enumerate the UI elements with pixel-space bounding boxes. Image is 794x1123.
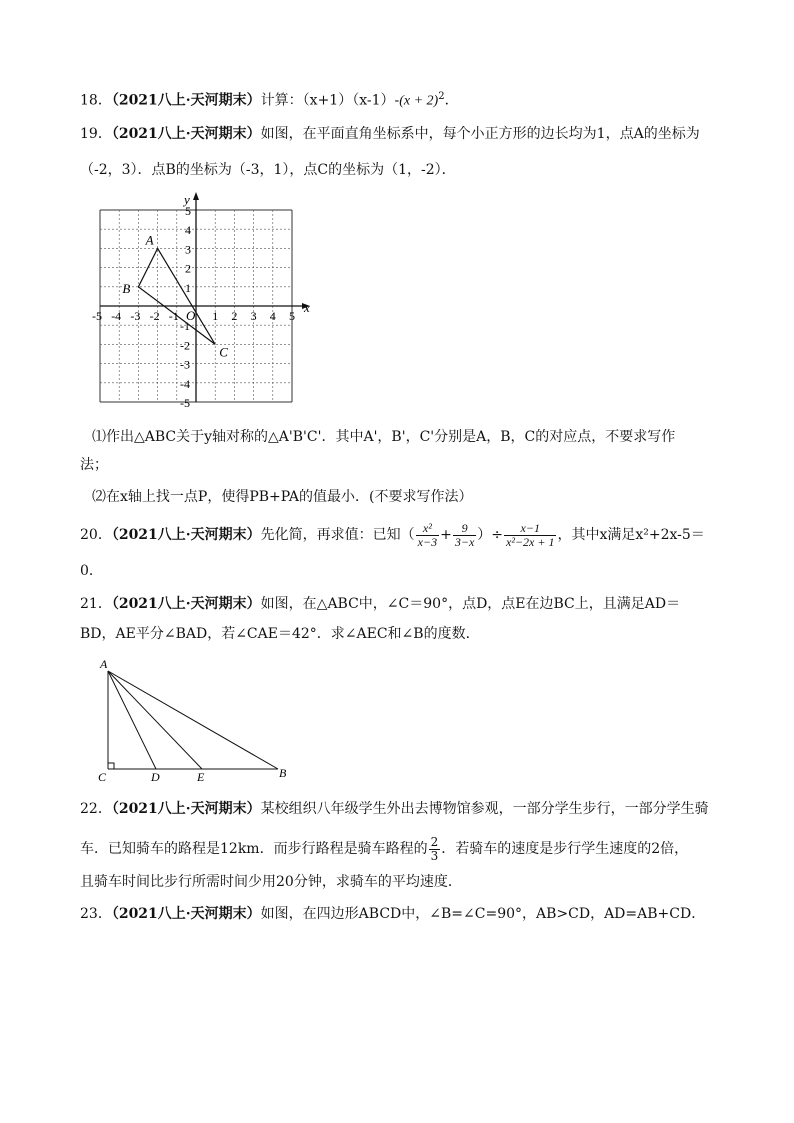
q19-y-axis-label: y xyxy=(184,192,190,207)
x-tick-label: 5 xyxy=(289,309,295,323)
question-23 xyxy=(80,905,705,923)
q21-label-b: B xyxy=(279,766,287,780)
y-tick-label: -4 xyxy=(180,376,190,391)
point-label-c: C xyxy=(219,344,228,360)
q22-line2 xyxy=(80,834,688,864)
q21-label-c: C xyxy=(98,770,107,784)
q22-text3: 且骑车时间比步行所需时间少用20分钟，求骑车的平均速度． xyxy=(80,874,462,890)
q19-part2: ⑵在x轴上找一点P，使得PB+PA的值最小．(不要求写作法） xyxy=(92,489,473,505)
question-21 xyxy=(80,595,680,613)
y-tick-label: -3 xyxy=(180,357,190,372)
q19-grid xyxy=(100,192,310,402)
x-tick-label: 2 xyxy=(231,309,238,323)
q20-condition: ，其中x满足x²+2x-5＝ xyxy=(557,527,705,543)
q22-source: （2021八上·天河期末） xyxy=(111,801,261,817)
point-label-a: A xyxy=(145,232,154,248)
q21-side-ab xyxy=(108,671,278,769)
q20-fraction-3: $\frac{x-1}{\text{x²−2x + 1}}$ xyxy=(506,520,555,549)
q19-tick-labels xyxy=(92,204,295,410)
y-tick-label: -5 xyxy=(180,396,190,410)
q20-number: 20． xyxy=(80,527,112,543)
q22-text2a: 车．已知骑车的路程是12km．而步行路程是骑车路程的 xyxy=(80,841,428,857)
y-tick-label: 3 xyxy=(185,242,191,257)
q20-fraction-2: $\frac{9}{3-x}$ xyxy=(454,520,475,549)
q20-source: （2021八上·天河期末） xyxy=(111,527,261,543)
q19-coordinate-figure xyxy=(85,188,325,418)
x-tick-label: 3 xyxy=(250,309,257,323)
y-tick-label: -1 xyxy=(180,319,190,334)
q20-condition-2: 0． xyxy=(80,563,103,579)
x-tick-label: 1 xyxy=(212,309,219,323)
y-tick-label: 4 xyxy=(185,223,191,238)
x-tick-label: -5 xyxy=(92,309,102,323)
q19-origin-label: O xyxy=(186,308,196,323)
q21-segment-ae xyxy=(108,671,202,769)
q22-text2b: ．若骑车的速度是步行学生速度的2倍， xyxy=(441,841,689,857)
q23-number: 23． xyxy=(80,906,112,922)
q18-expression: (x + 2) xyxy=(399,93,439,109)
q19-number: 19． xyxy=(80,126,112,142)
question-22 xyxy=(80,800,709,818)
q21-source: （2021八上·天河期末） xyxy=(111,596,261,612)
q19-text2: （-2，3）．点B的坐标为（-3，1），点C的坐标为（1，-2）． xyxy=(80,162,456,178)
q19-part1b: 法； xyxy=(80,457,108,473)
q21-text2: BD，AE平分∠BAD，若∠CAE＝42°．求∠AEC和∠B的度数． xyxy=(80,626,480,642)
q23-source: （2021八上·天河期末） xyxy=(111,906,261,922)
y-tick-label: -2 xyxy=(180,338,190,353)
q21-label-e: E xyxy=(197,770,205,784)
x-tick-label: -3 xyxy=(130,309,141,323)
q19-source: （2021八上·天河期末） xyxy=(111,126,261,142)
q21-triangle-figure xyxy=(90,655,300,785)
y-axis-arrow xyxy=(193,192,199,200)
q21-label-a: A xyxy=(100,657,108,671)
q22-fraction: $\frac{2}{3}$ xyxy=(430,834,439,863)
x-tick-label: -4 xyxy=(111,309,122,323)
question-18 xyxy=(80,88,459,111)
q18-source: （2021八上·天河期末） xyxy=(111,92,261,109)
q23-text: 如图，在四边形ABCD中，∠B=∠C=90°，AB>CD，AD=AB+CD． xyxy=(260,906,706,922)
q21-segment-ad xyxy=(108,671,156,769)
q18-end: ． xyxy=(444,92,459,109)
q21-number: 21． xyxy=(80,596,112,612)
y-tick-label: 5 xyxy=(185,204,191,218)
question-19 xyxy=(80,125,700,143)
q19-text1: 如图，在平面直角坐标系中，每个小正方形的边长均为1，点A的坐标为 xyxy=(260,126,700,142)
y-tick-label: 2 xyxy=(185,261,191,276)
q21-text1: 如图，在△ABC中，∠C＝90°，点D，点E在边BC上，且满足AD＝ xyxy=(260,596,681,612)
q22-text1: 某校组织八年级学生外出去博物馆参观，一部分学生步行，一部分学生骑 xyxy=(260,801,709,817)
y-tick-label: 1 xyxy=(185,280,191,295)
x-tick-label: 4 xyxy=(269,309,276,323)
q19-part1a: ⑴作出△ABC关于y轴对称的△A'B'C'．其中A'，B'，C'分别是A，B，C的对应点，不要求写作 xyxy=(92,429,676,445)
q20-text: 先化简，再求值：已知 xyxy=(260,527,401,543)
point-label-b: B xyxy=(122,280,131,296)
x-tick-label: -1 xyxy=(168,309,179,323)
q21-right-angle-mark xyxy=(108,763,114,769)
x-tick-label: -2 xyxy=(149,309,160,323)
q22-number: 22． xyxy=(80,801,112,817)
question-20: 20．（2021八上·天河期末）先化简，再求值：已知（ $\frac{\text{x²}}{x-3}$ + $\frac{9}{3-x}$ ）÷ $\frac{x-1}{\text{x²−2x + 1}}$ ，其中x满足x²+2x-5＝ xyxy=(80,520,705,549)
q18-number: 18． xyxy=(80,92,112,109)
q19-x-axis-label: x xyxy=(304,300,310,315)
q21-label-d: D xyxy=(151,770,160,784)
q20-fraction-1: $\frac{\text{x²}}{x-3}$ xyxy=(417,520,438,549)
q18-exponent: 2 xyxy=(438,91,445,102)
q18-text: 计算：（x+1）（x-1）- xyxy=(260,92,400,109)
